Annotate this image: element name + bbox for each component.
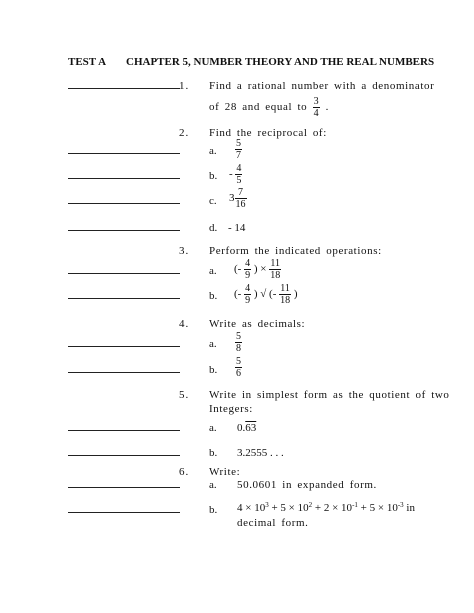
question-number: 3.	[179, 245, 190, 257]
question-number: 6.	[179, 466, 190, 478]
mixed-number	[229, 187, 247, 210]
denominator: 6	[236, 368, 241, 379]
question-text: Write:	[209, 466, 241, 478]
question-number: 5.	[179, 389, 190, 401]
scientific-expression	[237, 502, 415, 514]
numerator: 4	[245, 258, 251, 269]
question-number: 4.	[179, 318, 190, 330]
answer-blank-4a[interactable]	[68, 346, 180, 347]
part-label: b.	[209, 447, 218, 459]
question-text: Find a rational number with a denominator	[209, 80, 435, 92]
term: + 2 × 10	[312, 502, 353, 514]
open-paren: (-	[234, 263, 242, 276]
open-paren: (-	[234, 288, 242, 301]
answer-blank-2c[interactable]	[68, 203, 180, 204]
answer-blank-5a[interactable]	[68, 430, 180, 431]
part-label: b.	[209, 170, 218, 182]
answer-blank-3b[interactable]	[68, 298, 180, 299]
denominator: 5	[236, 175, 242, 186]
answer-blank-2b[interactable]	[68, 178, 180, 179]
numerator: 7	[235, 187, 247, 199]
numerator: 5	[236, 356, 241, 367]
question-number: 1.	[179, 80, 190, 92]
operator: ) √ (-	[253, 288, 277, 301]
fraction	[235, 331, 242, 354]
operation-expression	[234, 283, 298, 306]
repeating-digits: 63	[245, 422, 257, 434]
part-label: a.	[209, 145, 217, 157]
fraction	[235, 356, 242, 379]
question-text: Find the reciprocal of:	[209, 127, 327, 139]
close-paren: )	[293, 288, 298, 301]
fraction-expression	[229, 163, 242, 186]
term: + 5 × 10	[357, 502, 398, 514]
answer-blank-4b[interactable]	[68, 372, 180, 373]
question-text: Write as decimals:	[209, 318, 306, 330]
numerator: 4	[236, 163, 242, 174]
part-label: d.	[209, 222, 218, 234]
part-label: a.	[209, 422, 217, 434]
answer-blank-1[interactable]	[68, 88, 180, 89]
term: in	[403, 502, 415, 514]
answer-blank-6a[interactable]	[68, 487, 180, 488]
denominator: 18	[270, 270, 281, 281]
numerator: 5	[236, 331, 241, 342]
question-text: of 28 and equal to	[209, 101, 308, 114]
answer-blank-5b[interactable]	[68, 455, 180, 456]
term: + 5 × 10	[268, 502, 309, 514]
part-value: - 14	[228, 222, 246, 234]
minus-sign: -	[229, 168, 233, 181]
whole-part: 3	[229, 192, 235, 205]
part-label: a.	[209, 479, 217, 491]
question-text-line2: Integers:	[209, 403, 253, 415]
operation-expression	[234, 258, 281, 281]
exponent: 3	[265, 501, 269, 509]
part-value: 3.2555 . . .	[237, 447, 284, 459]
denominator: 8	[236, 343, 241, 354]
part-label: b.	[209, 504, 218, 516]
test-label: TEST A	[68, 56, 107, 68]
denominator: 18	[280, 295, 291, 306]
fraction	[235, 138, 242, 161]
numerator: 5	[236, 138, 241, 149]
answer-blank-2d[interactable]	[68, 230, 180, 231]
answer-blank-2a[interactable]	[68, 153, 180, 154]
part-label: c.	[209, 195, 217, 207]
answer-blank-3a[interactable]	[68, 273, 180, 274]
numerator: 3	[313, 96, 320, 107]
question-text-line2	[209, 96, 329, 119]
part-value: 50.0601 in expanded form.	[237, 479, 377, 491]
numerator: 11	[270, 258, 281, 269]
denominator: 16	[235, 199, 246, 210]
denominator: 4	[313, 108, 320, 119]
decimal-lead: 0.	[237, 422, 246, 434]
denominator: 9	[245, 270, 251, 281]
term: 4 × 10	[237, 502, 266, 514]
chapter-title: CHAPTER 5, NUMBER THEORY AND THE REAL NUMBERS	[126, 56, 435, 68]
numerator: 11	[280, 283, 290, 294]
period: .	[325, 101, 329, 114]
question-text-line2: decimal form.	[237, 517, 309, 529]
numerator: 4	[245, 283, 251, 294]
question-text: Write in simplest form as the quotient of two	[209, 389, 450, 401]
denominator: 9	[245, 295, 251, 306]
repeating-decimal	[237, 422, 256, 434]
question-number: 2.	[179, 127, 190, 139]
part-label: a.	[209, 338, 217, 350]
answer-blank-6b[interactable]	[68, 512, 180, 513]
exponent: -1	[352, 501, 358, 509]
part-label: b.	[209, 364, 218, 376]
question-text: Perform the indicated operations:	[209, 245, 382, 257]
denominator: 7	[236, 150, 241, 161]
operator: ) ×	[253, 263, 267, 276]
exponent: 2	[308, 501, 313, 509]
part-label: b.	[209, 290, 218, 302]
fraction	[313, 96, 321, 119]
exponent: -3	[397, 501, 404, 509]
part-label: a.	[209, 265, 217, 277]
